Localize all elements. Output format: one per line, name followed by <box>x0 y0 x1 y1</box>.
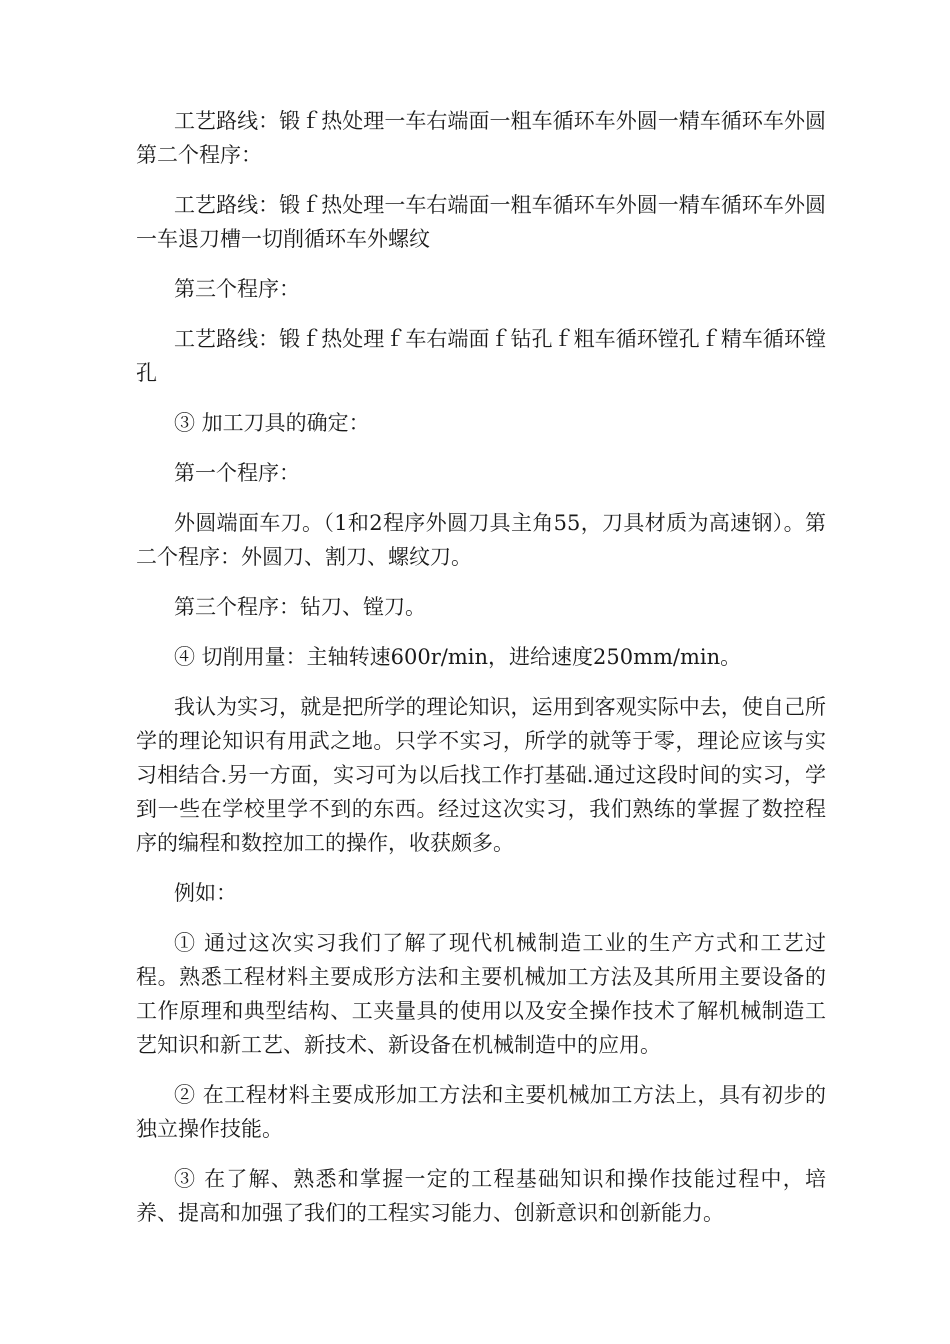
paragraph-reflection: 我认为实习，就是把所学的理论知识，运用到客观实际中去，使自己所学的理论知识有用武之地。只学不实习，所学的就等于零，理论应该与实习相结合.另一方面，实习可为以后找工作打基础.通过这段时间的实习，学到一些在学校里学不到的东西。经过这次实习，我们熟练的掌握了数控程序的编程和数控加工的操作，收获颇多。 <box>136 695 826 855</box>
paragraph-process-route-2: 工艺路线：锻ｆ热处理一车右端面一粗车循环车外圆一精车循环车外圆一车退刀槽一切削循环车外螺纹 <box>136 193 826 251</box>
paragraph-tool-selection-heading: ③ 加工刀具的确定： <box>174 411 370 435</box>
paragraph-example-3: ③ 在了解、熟悉和掌握一定的工程基础知识和操作技能过程中，培养、提高和加强了我们的工程实习能力、创新意识和创新能力。 <box>136 1167 826 1225</box>
paragraph-example-2: ② 在工程材料主要成形加工方法和主要机械加工方法上，具有初步的独立操作技能。 <box>136 1083 826 1141</box>
paragraph-first-program-heading: 第一个程序： <box>174 461 300 485</box>
paragraph-cutting-parameters: ④ 切削用量：主轴转速600r/min，进给速度250mm/min。 <box>174 645 742 669</box>
paragraph-tools-program-3: 第三个程序：钻刀、镗刀。 <box>174 595 426 619</box>
paragraph-process-route-1: 工艺路线：锻ｆ热处理一车右端面一粗车循环车外圆一精车循环车外圆第二个程序： <box>136 109 826 167</box>
paragraph-example-1: ① 通过这次实习我们了解了现代机械制造工业的生产方式和工艺过程。熟悉工程材料主要成形方法和主要机械加工方法及其所用主要设备的工作原理和典型结构、工夹量具的使用以及安全操作技术了解机械制造工艺知识和新工艺、新技术、新设备在机械制造中的应用。 <box>136 931 826 1057</box>
paragraph-process-route-3: 工艺路线：锻ｆ热处理ｆ车右端面ｆ钻孔ｆ粗车循环镗孔ｆ精车循环镗孔 <box>136 327 826 385</box>
paragraph-examples-heading: 例如： <box>174 881 237 905</box>
paragraph-third-program-heading: 第三个程序： <box>174 277 300 301</box>
paragraph-tools-programs-1-2: 外圆端面车刀。（1和2程序外圆刀具主角55，刀具材质为高速钢）。第二个程序：外圆刀、割刀、螺纹刀。 <box>136 511 826 569</box>
document-body <box>136 104 826 1246</box>
